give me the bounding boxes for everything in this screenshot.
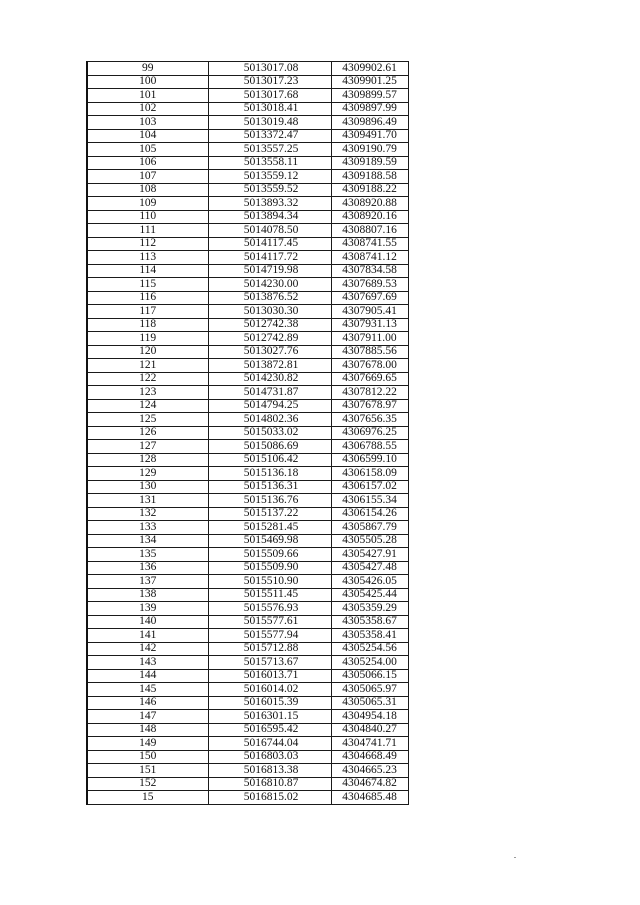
- point-number-cell: 135: [87, 548, 208, 562]
- point-number-cell: 134: [87, 534, 208, 548]
- y-coordinate-cell: 4307678.00: [331, 359, 408, 373]
- point-number-cell: 144: [87, 669, 208, 683]
- y-coordinate-cell: 4308807.16: [331, 224, 408, 238]
- table-row: [87, 791, 408, 805]
- y-coordinate-cell: 4304674.82: [331, 777, 408, 791]
- table-row: [87, 102, 408, 116]
- table-row: [87, 507, 408, 521]
- x-coordinate-cell: 5015712.88: [208, 642, 331, 656]
- table-row: [87, 372, 408, 386]
- point-number-cell: 110: [87, 210, 208, 224]
- y-coordinate-cell: 4308741.12: [331, 251, 408, 265]
- y-coordinate-cell: 4307697.69: [331, 291, 408, 305]
- y-coordinate-cell: 4309901.25: [331, 75, 408, 89]
- x-coordinate-cell: 5013030.30: [208, 305, 331, 319]
- table-row: [87, 534, 408, 548]
- y-coordinate-cell: 4307885.56: [331, 345, 408, 359]
- table-row: [87, 737, 408, 751]
- y-coordinate-cell: 4309902.61: [331, 62, 408, 76]
- table-row: [87, 143, 408, 157]
- table-row: [87, 683, 408, 697]
- point-number-cell: 100: [87, 75, 208, 89]
- point-number-cell: 101: [87, 89, 208, 103]
- y-coordinate-cell: 4305425.44: [331, 588, 408, 602]
- table-row: [87, 89, 408, 103]
- x-coordinate-cell: 5013027.76: [208, 345, 331, 359]
- x-coordinate-cell: 5015509.90: [208, 561, 331, 575]
- y-coordinate-cell: 4309188.22: [331, 183, 408, 197]
- point-number-cell: 149: [87, 737, 208, 751]
- x-coordinate-cell: 5016595.42: [208, 723, 331, 737]
- y-coordinate-cell: 4309491.70: [331, 129, 408, 143]
- x-coordinate-cell: 5014719.98: [208, 264, 331, 278]
- y-coordinate-cell: 4304685.48: [331, 791, 408, 805]
- y-coordinate-cell: 4305358.67: [331, 615, 408, 629]
- table-row: [87, 116, 408, 130]
- y-coordinate-cell: 4306154.26: [331, 507, 408, 521]
- x-coordinate-cell: 5013894.34: [208, 210, 331, 224]
- x-coordinate-cell: 5016815.02: [208, 791, 331, 805]
- y-coordinate-cell: 4309188.58: [331, 170, 408, 184]
- y-coordinate-cell: 4309897.99: [331, 102, 408, 116]
- y-coordinate-cell: 4308741.55: [331, 237, 408, 251]
- coordinates-table: [86, 61, 409, 805]
- point-number-cell: 104: [87, 129, 208, 143]
- y-coordinate-cell: 4304840.27: [331, 723, 408, 737]
- x-coordinate-cell: 5013872.81: [208, 359, 331, 373]
- scan-speck: [514, 857, 516, 858]
- x-coordinate-cell: 5013017.23: [208, 75, 331, 89]
- x-coordinate-cell: 5015469.98: [208, 534, 331, 548]
- point-number-cell: 99: [87, 62, 208, 76]
- table-row: [87, 521, 408, 535]
- y-coordinate-cell: 4305505.28: [331, 534, 408, 548]
- table-row: [87, 467, 408, 481]
- table-row: [87, 629, 408, 643]
- x-coordinate-cell: 5014117.72: [208, 251, 331, 265]
- x-coordinate-cell: 5015136.31: [208, 480, 331, 494]
- table-row: [87, 453, 408, 467]
- y-coordinate-cell: 4306976.25: [331, 426, 408, 440]
- x-coordinate-cell: 5016810.87: [208, 777, 331, 791]
- y-coordinate-cell: 4307834.58: [331, 264, 408, 278]
- point-number-cell: 129: [87, 467, 208, 481]
- point-number-cell: 148: [87, 723, 208, 737]
- y-coordinate-cell: 4305427.91: [331, 548, 408, 562]
- coordinates-table-body: [87, 62, 408, 805]
- table-row: [87, 480, 408, 494]
- point-number-cell: 111: [87, 224, 208, 238]
- x-coordinate-cell: 5014230.00: [208, 278, 331, 292]
- x-coordinate-cell: 5013017.08: [208, 62, 331, 76]
- table-row: [87, 183, 408, 197]
- x-coordinate-cell: 5013558.11: [208, 156, 331, 170]
- y-coordinate-cell: 4305065.31: [331, 696, 408, 710]
- table-row: [87, 291, 408, 305]
- point-number-cell: 102: [87, 102, 208, 116]
- point-number-cell: 103: [87, 116, 208, 130]
- table-row: [87, 669, 408, 683]
- x-coordinate-cell: 5013876.52: [208, 291, 331, 305]
- table-row: [87, 399, 408, 413]
- y-coordinate-cell: 4309189.59: [331, 156, 408, 170]
- table-row: [87, 305, 408, 319]
- table-row: [87, 278, 408, 292]
- point-number-cell: 131: [87, 494, 208, 508]
- x-coordinate-cell: 5016301.15: [208, 710, 331, 724]
- y-coordinate-cell: 4307905.41: [331, 305, 408, 319]
- table-row: [87, 62, 408, 76]
- point-number-cell: 145: [87, 683, 208, 697]
- point-number-cell: 142: [87, 642, 208, 656]
- x-coordinate-cell: 5015510.90: [208, 575, 331, 589]
- point-number-cell: 109: [87, 197, 208, 211]
- point-number-cell: 112: [87, 237, 208, 251]
- x-coordinate-cell: 5015509.66: [208, 548, 331, 562]
- x-coordinate-cell: 5015136.18: [208, 467, 331, 481]
- point-number-cell: 151: [87, 764, 208, 778]
- point-number-cell: 128: [87, 453, 208, 467]
- point-number-cell: 147: [87, 710, 208, 724]
- y-coordinate-cell: 4309190.79: [331, 143, 408, 157]
- y-coordinate-cell: 4306158.09: [331, 467, 408, 481]
- table-row: [87, 129, 408, 143]
- y-coordinate-cell: 4304954.18: [331, 710, 408, 724]
- y-coordinate-cell: 4306788.55: [331, 440, 408, 454]
- point-number-cell: 108: [87, 183, 208, 197]
- x-coordinate-cell: 5016813.38: [208, 764, 331, 778]
- point-number-cell: 15: [87, 791, 208, 805]
- point-number-cell: 105: [87, 143, 208, 157]
- x-coordinate-cell: 5015137.22: [208, 507, 331, 521]
- table-row: [87, 710, 408, 724]
- point-number-cell: 139: [87, 602, 208, 616]
- table-row: [87, 588, 408, 602]
- table-row: [87, 575, 408, 589]
- table-row: [87, 264, 408, 278]
- x-coordinate-cell: 5015086.69: [208, 440, 331, 454]
- point-number-cell: 124: [87, 399, 208, 413]
- x-coordinate-cell: 5014794.25: [208, 399, 331, 413]
- point-number-cell: 137: [87, 575, 208, 589]
- table-row: [87, 764, 408, 778]
- table-row: [87, 426, 408, 440]
- table-row: [87, 75, 408, 89]
- point-number-cell: 140: [87, 615, 208, 629]
- x-coordinate-cell: 5015281.45: [208, 521, 331, 535]
- x-coordinate-cell: 5013893.32: [208, 197, 331, 211]
- y-coordinate-cell: 4307656.35: [331, 413, 408, 427]
- x-coordinate-cell: 5013019.48: [208, 116, 331, 130]
- x-coordinate-cell: 5016014.02: [208, 683, 331, 697]
- y-coordinate-cell: 4304665.23: [331, 764, 408, 778]
- x-coordinate-cell: 5014802.36: [208, 413, 331, 427]
- y-coordinate-cell: 4306599.10: [331, 453, 408, 467]
- point-number-cell: 126: [87, 426, 208, 440]
- table-row: [87, 318, 408, 332]
- table-row: [87, 345, 408, 359]
- table-row: [87, 170, 408, 184]
- point-number-cell: 130: [87, 480, 208, 494]
- x-coordinate-cell: 5016803.03: [208, 750, 331, 764]
- table-row: [87, 548, 408, 562]
- x-coordinate-cell: 5015511.45: [208, 588, 331, 602]
- table-row: [87, 656, 408, 670]
- x-coordinate-cell: 5013559.52: [208, 183, 331, 197]
- x-coordinate-cell: 5015577.61: [208, 615, 331, 629]
- point-number-cell: 121: [87, 359, 208, 373]
- x-coordinate-cell: 5012742.89: [208, 332, 331, 346]
- y-coordinate-cell: 4306157.02: [331, 480, 408, 494]
- table-row: [87, 210, 408, 224]
- y-coordinate-cell: 4305867.79: [331, 521, 408, 535]
- table-row: [87, 723, 408, 737]
- y-coordinate-cell: 4308920.16: [331, 210, 408, 224]
- y-coordinate-cell: 4305254.56: [331, 642, 408, 656]
- x-coordinate-cell: 5016744.04: [208, 737, 331, 751]
- table-row: [87, 777, 408, 791]
- table-row: [87, 237, 408, 251]
- y-coordinate-cell: 4307678.97: [331, 399, 408, 413]
- y-coordinate-cell: 4305254.00: [331, 656, 408, 670]
- point-number-cell: 150: [87, 750, 208, 764]
- x-coordinate-cell: 5014230.82: [208, 372, 331, 386]
- table-row: [87, 251, 408, 265]
- point-number-cell: 146: [87, 696, 208, 710]
- point-number-cell: 107: [87, 170, 208, 184]
- y-coordinate-cell: 4307669.65: [331, 372, 408, 386]
- x-coordinate-cell: 5015106.42: [208, 453, 331, 467]
- point-number-cell: 115: [87, 278, 208, 292]
- y-coordinate-cell: 4307812.22: [331, 386, 408, 400]
- table-row: [87, 602, 408, 616]
- x-coordinate-cell: 5015713.67: [208, 656, 331, 670]
- x-coordinate-cell: 5016015.39: [208, 696, 331, 710]
- point-number-cell: 125: [87, 413, 208, 427]
- point-number-cell: 127: [87, 440, 208, 454]
- x-coordinate-cell: 5012742.38: [208, 318, 331, 332]
- y-coordinate-cell: 4305426.05: [331, 575, 408, 589]
- x-coordinate-cell: 5013557.25: [208, 143, 331, 157]
- table-row: [87, 156, 408, 170]
- y-coordinate-cell: 4304741.71: [331, 737, 408, 751]
- y-coordinate-cell: 4304668.49: [331, 750, 408, 764]
- table-row: [87, 642, 408, 656]
- y-coordinate-cell: 4305358.41: [331, 629, 408, 643]
- point-number-cell: 113: [87, 251, 208, 265]
- y-coordinate-cell: 4305427.48: [331, 561, 408, 575]
- x-coordinate-cell: 5015033.02: [208, 426, 331, 440]
- point-number-cell: 123: [87, 386, 208, 400]
- point-number-cell: 143: [87, 656, 208, 670]
- point-number-cell: 152: [87, 777, 208, 791]
- point-number-cell: 136: [87, 561, 208, 575]
- point-number-cell: 132: [87, 507, 208, 521]
- point-number-cell: 133: [87, 521, 208, 535]
- y-coordinate-cell: 4305359.29: [331, 602, 408, 616]
- y-coordinate-cell: 4306155.34: [331, 494, 408, 508]
- table-row: [87, 197, 408, 211]
- point-number-cell: 116: [87, 291, 208, 305]
- table-row: [87, 224, 408, 238]
- y-coordinate-cell: 4309899.57: [331, 89, 408, 103]
- point-number-cell: 122: [87, 372, 208, 386]
- point-number-cell: 119: [87, 332, 208, 346]
- x-coordinate-cell: 5014117.45: [208, 237, 331, 251]
- y-coordinate-cell: 4305066.15: [331, 669, 408, 683]
- x-coordinate-cell: 5013017.68: [208, 89, 331, 103]
- x-coordinate-cell: 5013018.41: [208, 102, 331, 116]
- y-coordinate-cell: 4308920.88: [331, 197, 408, 211]
- table-row: [87, 332, 408, 346]
- x-coordinate-cell: 5013372.47: [208, 129, 331, 143]
- table-row: [87, 750, 408, 764]
- x-coordinate-cell: 5015577.94: [208, 629, 331, 643]
- point-number-cell: 117: [87, 305, 208, 319]
- x-coordinate-cell: 5015576.93: [208, 602, 331, 616]
- point-number-cell: 120: [87, 345, 208, 359]
- table-row: [87, 696, 408, 710]
- table-row: [87, 413, 408, 427]
- x-coordinate-cell: 5015136.76: [208, 494, 331, 508]
- x-coordinate-cell: 5016013.71: [208, 669, 331, 683]
- point-number-cell: 106: [87, 156, 208, 170]
- table-row: [87, 440, 408, 454]
- y-coordinate-cell: 4309896.49: [331, 116, 408, 130]
- table-row: [87, 615, 408, 629]
- x-coordinate-cell: 5013559.12: [208, 170, 331, 184]
- x-coordinate-cell: 5014078.50: [208, 224, 331, 238]
- y-coordinate-cell: 4307931.13: [331, 318, 408, 332]
- x-coordinate-cell: 5014731.87: [208, 386, 331, 400]
- point-number-cell: 118: [87, 318, 208, 332]
- y-coordinate-cell: 4307689.53: [331, 278, 408, 292]
- table-row: [87, 494, 408, 508]
- y-coordinate-cell: 4307911.00: [331, 332, 408, 346]
- table-row: [87, 561, 408, 575]
- table-row: [87, 386, 408, 400]
- point-number-cell: 138: [87, 588, 208, 602]
- point-number-cell: 141: [87, 629, 208, 643]
- point-number-cell: 114: [87, 264, 208, 278]
- table-row: [87, 359, 408, 373]
- y-coordinate-cell: 4305065.97: [331, 683, 408, 697]
